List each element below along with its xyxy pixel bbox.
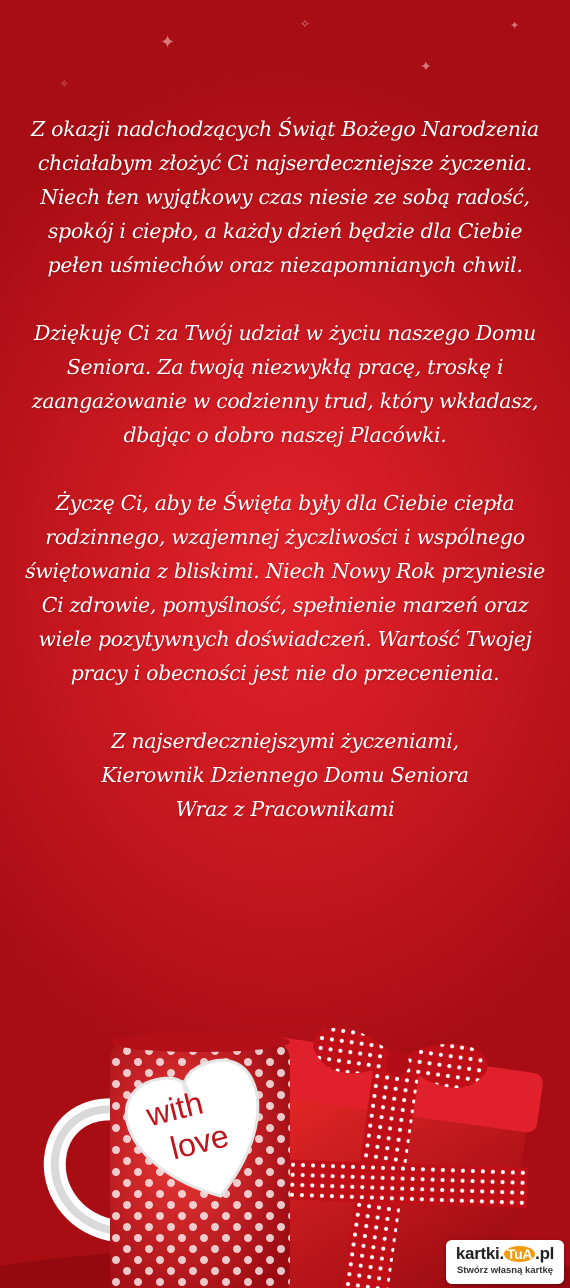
logo-name: kartki. TuA .pl: [455, 1244, 555, 1263]
signature-line: Wraz z Pracownikami: [175, 797, 395, 821]
mug-text-love: love: [166, 1117, 233, 1167]
signature: [20, 724, 550, 826]
thanks-paragraph: Dziękuję Ci za Twój udział w życiu naszego Domu Seniora. Za twoją niezwykłą pracę, troskę i zaangażowanie w codzienny trud, który wkładasz, dbając o dobro naszej Placówki.: [31, 321, 539, 447]
greeting-paragraph: Z okazji nadchodzących Świąt Bożego Narodzenia chciałabym złożyć Ci najserdeczniejsze życzenia. Niech ten wyjątkowy czas niesie ze sobą radość, spokój i ciepło, a każdy dzień będzie dla Ciebie pełen uśmiechów oraz niezapomnianych chwil.: [31, 117, 539, 277]
mug-text-with: with: [142, 1084, 207, 1134]
signature-line: Kierownik Dziennego Domu Seniora: [101, 763, 469, 787]
greeting-message: [20, 112, 550, 826]
site-logo[interactable]: [446, 1240, 564, 1284]
sparkle-icon: ✦: [510, 19, 520, 32]
sparkle-icon: ✧: [60, 79, 69, 90]
sparkle-icon: ✦: [420, 59, 432, 75]
sparkle-icon: ✧: [300, 17, 311, 31]
logo-tagline: Stwórz własną kartkę: [456, 1265, 554, 1276]
sparkle-icon: ✦: [160, 32, 176, 53]
wishes-paragraph: Życzę Ci, aby te Święta były dla Ciebie ciepła rodzinnego, wzajemnej życzliwości i wspólnego świętowania z bliskimi. Niech Nowy Rok przyniesie Ci zdrowie, pomyślność, spełnienie marzeń oraz wiele pozytywnych doświadczeń. Wartość Twojej pracy i obecności jest nie do przecenienia.: [25, 491, 545, 685]
signature-line: Z najserdeczniejszymi życzeniami,: [111, 729, 459, 753]
